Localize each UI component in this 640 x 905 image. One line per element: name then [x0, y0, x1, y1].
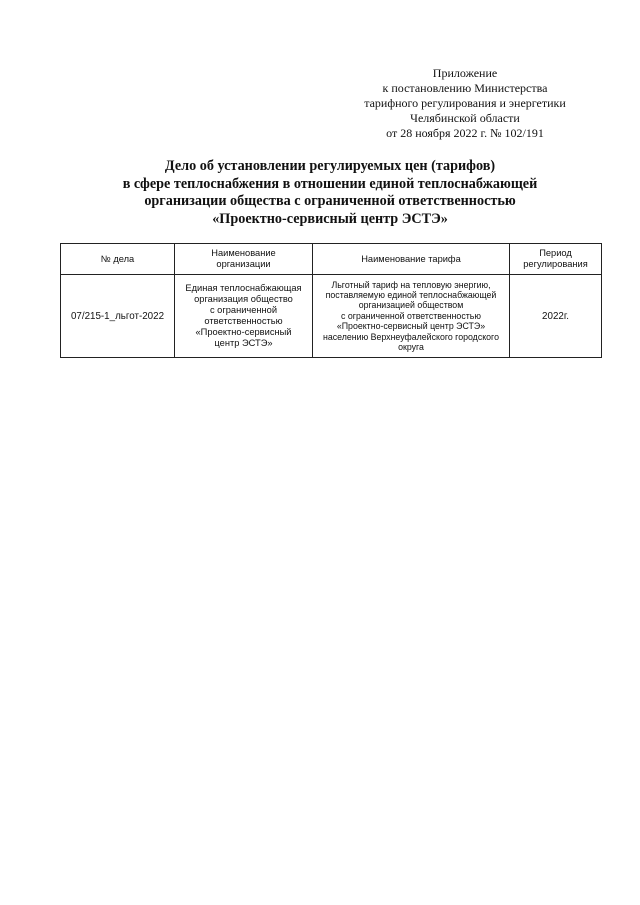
cell-organization: [175, 275, 313, 358]
cell-case-number: 07/215-1_льгот-2022: [61, 275, 175, 358]
title-line: в сфере теплоснабжения в отношении единой теплоснабжающей: [122, 175, 538, 192]
tariff-line: с ограниченной ответственностью: [341, 310, 481, 321]
header-period-line: регулирования: [523, 259, 588, 269]
organization-line: ответственностью: [204, 316, 283, 326]
appendix-date-line: от 28 ноября 2022 г. № 102/191: [386, 126, 544, 140]
document-title: [60, 158, 600, 228]
appendix-block: [330, 66, 600, 141]
tariff-line: «Проектно-сервисный центр ЭСТЭ»: [336, 321, 486, 332]
appendix-line: тарифного регулирования и энергетики: [364, 96, 566, 110]
header-period: [510, 244, 602, 275]
header-organization: [175, 244, 313, 275]
organization-line: «Проектно-сервисный: [195, 327, 292, 337]
appendix-line: к постановлению Министерства: [382, 81, 548, 95]
tariff-line: округа: [398, 342, 424, 353]
case-table: [60, 243, 602, 358]
organization-line: центр ЭСТЭ»: [214, 338, 273, 348]
cell-period: 2022г.: [510, 275, 602, 358]
appendix-line: Челябинской области: [410, 111, 520, 125]
tariff-line: организацией обществом: [358, 300, 464, 311]
table-header-row: [61, 244, 602, 275]
title-line: организации общества с ограниченной ответственностью: [144, 193, 516, 209]
title-line: Дело об установлении регулируемых цен (тарифов): [164, 158, 496, 174]
title-line: «Проектно-сервисный центр ЭСТЭ»: [212, 210, 448, 227]
tariff-line: Льготный тариф на тепловую энергию,: [331, 279, 491, 290]
tariff-line: поставляемую единой теплоснабжающей: [325, 289, 497, 300]
organization-line: Единая теплоснабжающая: [185, 283, 302, 293]
tariff-line: населению Верхнеуфалейского городского: [323, 331, 499, 342]
appendix-line: Приложение: [432, 66, 498, 80]
header-organization-line: Наименование: [211, 248, 276, 258]
header-period-line: Период: [539, 248, 572, 258]
organization-line: организация общество: [194, 294, 293, 304]
cell-tariff-name: [313, 275, 510, 358]
header-tariff-name: Наименование тарифа: [313, 244, 510, 275]
header-organization-line: организации: [216, 259, 271, 269]
organization-line: с ограниченной: [209, 305, 278, 315]
header-case-number: № дела: [61, 244, 175, 275]
table-row: [61, 275, 602, 358]
